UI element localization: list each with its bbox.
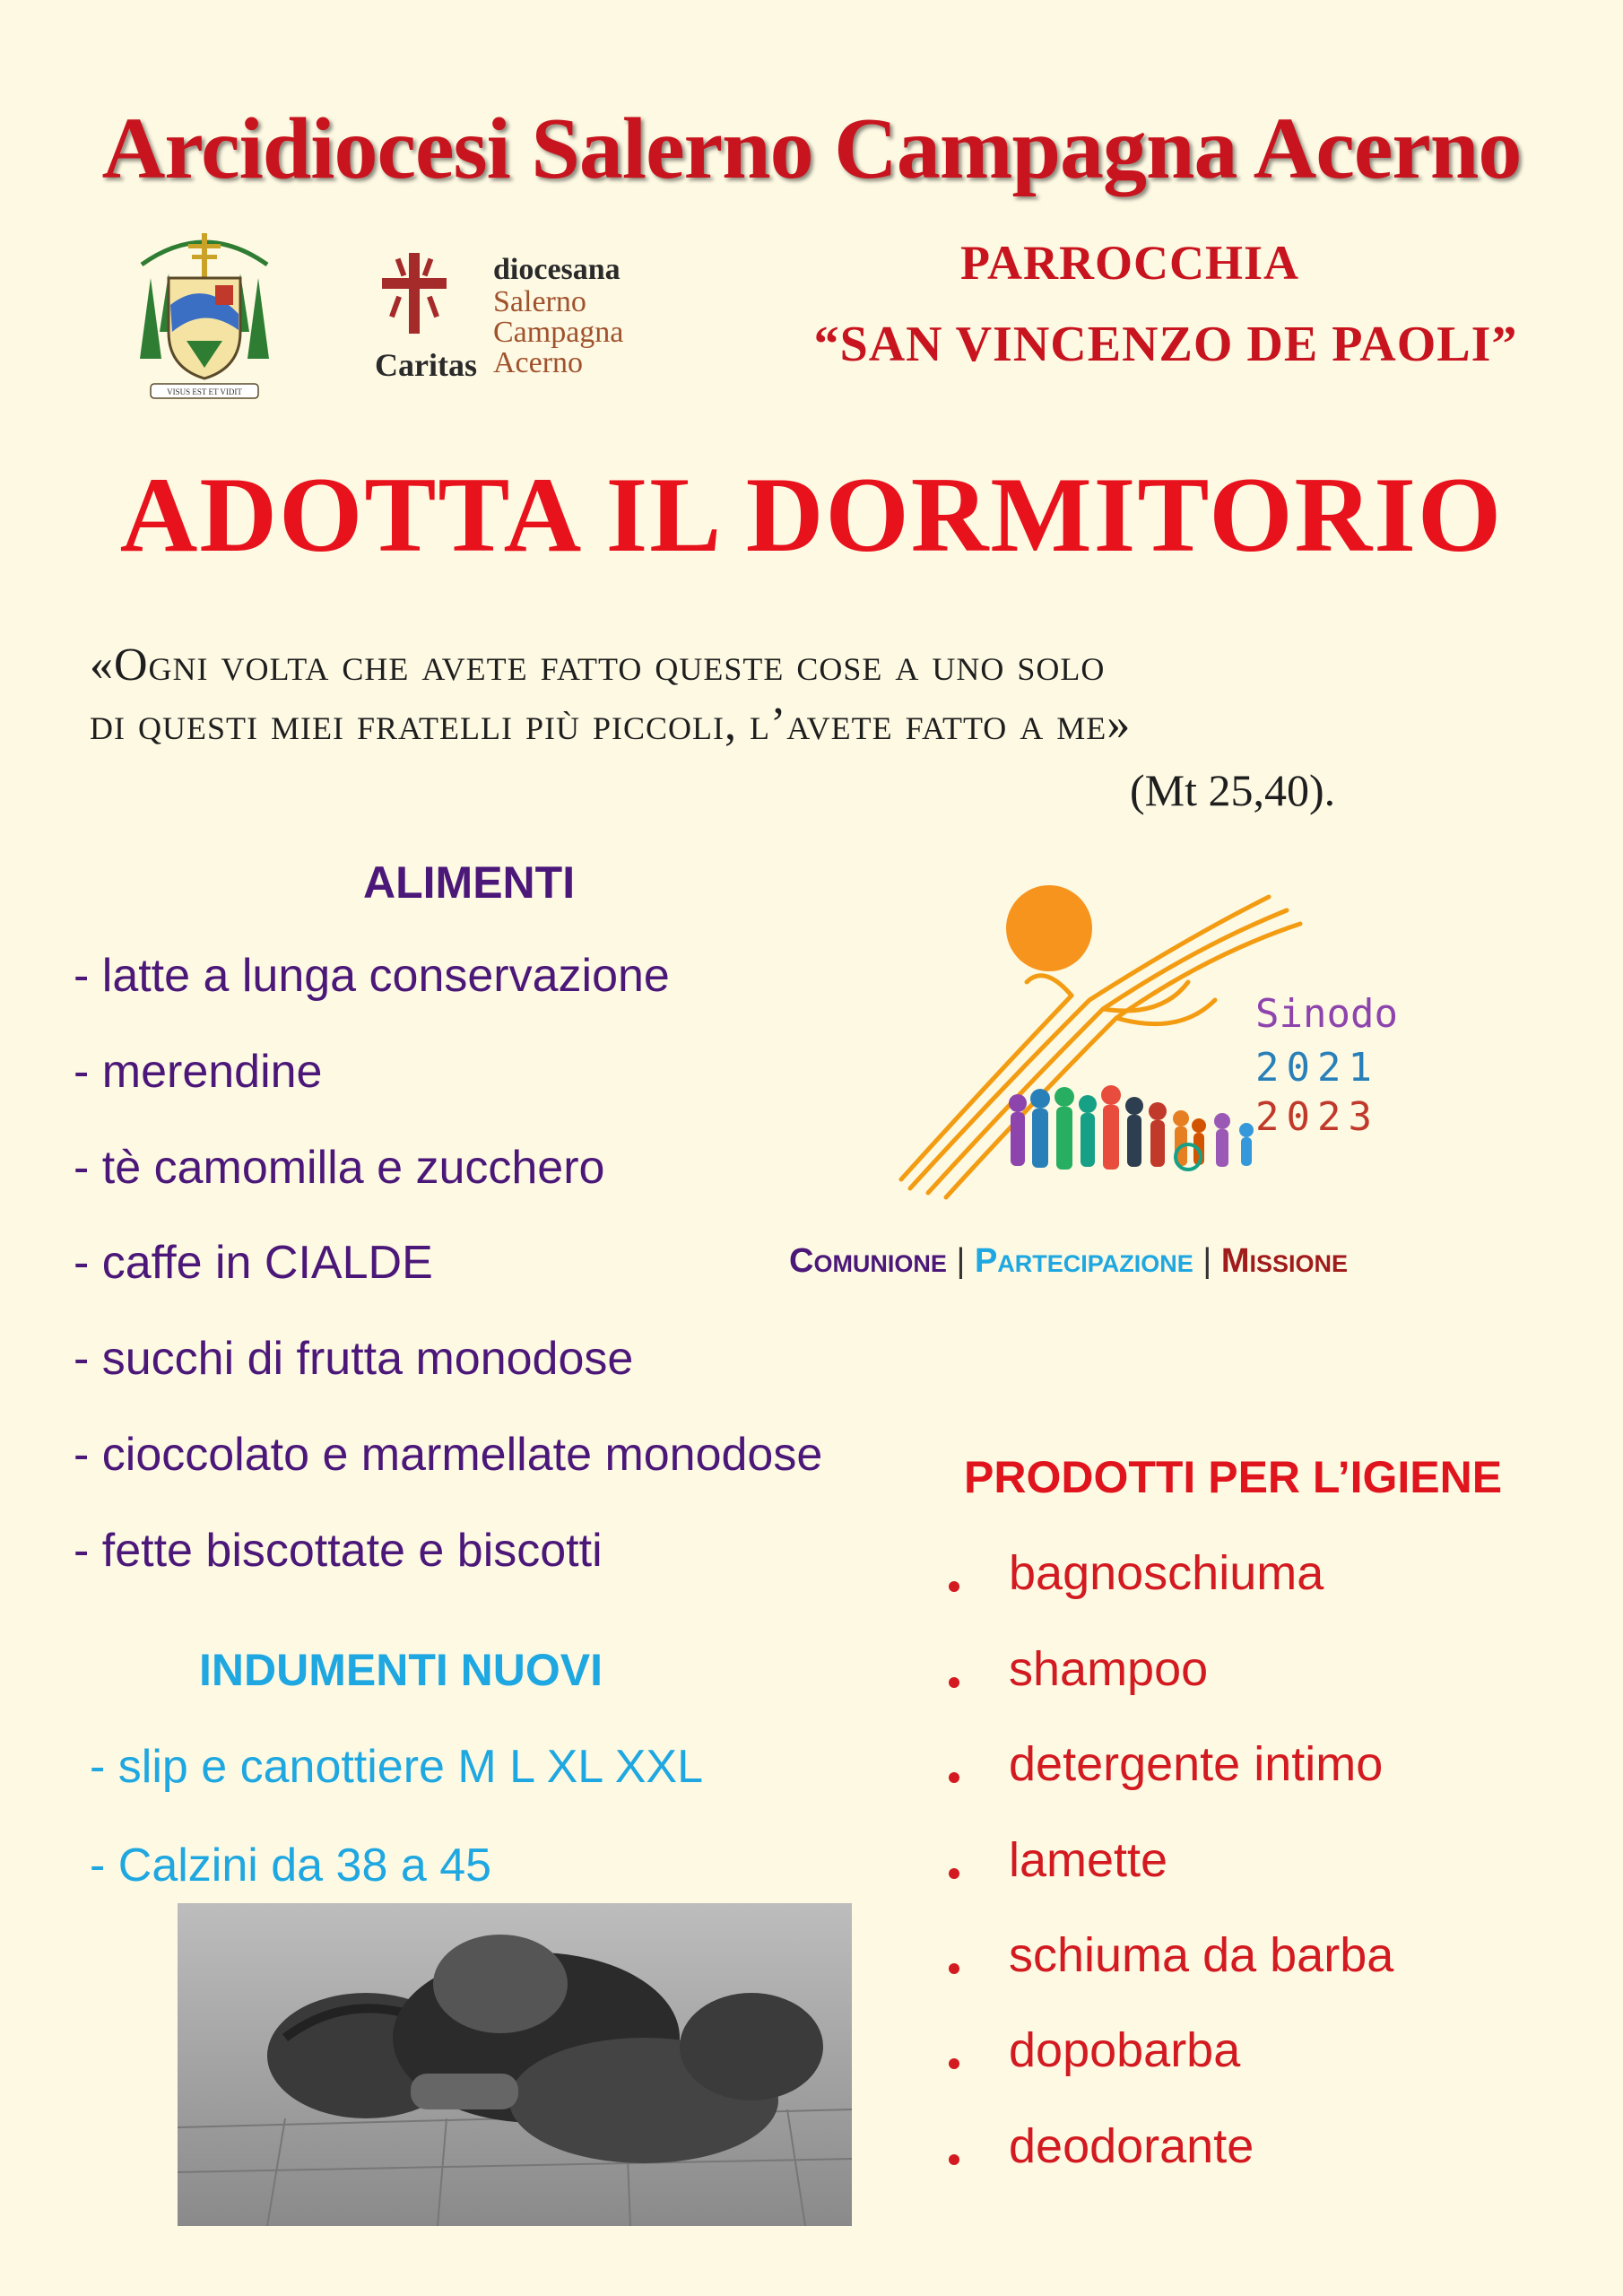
clothes-item: - Calzini da 38 a 45	[90, 1839, 492, 1892]
homeless-person-photo	[178, 1903, 852, 2226]
bullet-icon	[949, 1772, 959, 1783]
synod-motto	[789, 1242, 1348, 1281]
hygiene-item: deodorante	[1009, 2119, 1254, 2173]
parish-label: PARROCCHIA	[960, 236, 1299, 290]
caritas-campagna: Campagna	[493, 316, 624, 349]
diocese-title: Arcidiocesi Salerno Campagna Acerno	[101, 100, 1522, 197]
hygiene-item: shampoo	[1009, 1642, 1209, 1696]
food-item: - tè camomilla e zucchero	[74, 1142, 605, 1194]
synod-tag-separator: |	[956, 1242, 966, 1280]
quote-line-1: «Ogni volta che avete fatto queste cose a uno solo	[90, 639, 1106, 691]
synod-logo	[892, 883, 1453, 1215]
bullet-icon	[949, 2154, 959, 2165]
hygiene-item: dopobarba	[1009, 2023, 1241, 2077]
parish-name: “SAN VINCENZO DE PAOLI”	[813, 317, 1518, 372]
quote-reference: (Mt 25,40).	[1130, 765, 1336, 815]
archbishop-crest-logo	[133, 224, 276, 404]
food-item: - fette biscottate e biscotti	[74, 1525, 603, 1577]
hygiene-item: lamette	[1009, 1833, 1168, 1887]
bullet-icon	[949, 1677, 959, 1688]
synod-tag-separator: |	[1202, 1242, 1212, 1280]
bullet-icon	[949, 2058, 959, 2069]
synod-tag-comunione: Comunione	[789, 1242, 947, 1280]
hygiene-item: detergente intimo	[1009, 1737, 1384, 1791]
synod-year-end: 2023	[1255, 1094, 1379, 1140]
caritas-logo	[375, 253, 662, 387]
caritas-salerno: Salerno	[493, 285, 586, 318]
quote-line-2: di questi miei fratelli più piccoli, l’avete fatto a me»	[90, 699, 1132, 750]
bullet-icon	[949, 1868, 959, 1879]
main-title: ADOTTA IL DORMITORIO	[119, 455, 1504, 574]
caritas-diocesana: diocesana	[493, 253, 621, 286]
clothes-item: - slip e canottiere M L XL XXL	[90, 1741, 704, 1793]
synod-tag-partecipazione: Partecipazione	[974, 1242, 1193, 1280]
synod-year-start: 2021	[1255, 1045, 1379, 1091]
bullet-icon	[949, 1963, 959, 1974]
caritas-acerno: Acerno	[493, 346, 584, 379]
clothes-heading: INDUMENTI NUOVI	[199, 1645, 603, 1695]
food-item: - merendine	[74, 1046, 323, 1098]
caritas-name: Caritas	[375, 347, 477, 383]
hygiene-item: bagnoschiuma	[1009, 1546, 1324, 1600]
food-item: - latte a lunga conservazione	[74, 950, 670, 1002]
crowd-figures-icon	[1009, 1085, 1254, 1170]
hygiene-heading: PRODOTTI PER L’IGIENE	[964, 1452, 1503, 1502]
caritas-cross-icon	[382, 253, 447, 343]
food-item: - caffe in CIALDE	[74, 1237, 433, 1289]
food-heading: ALIMENTI	[363, 857, 576, 908]
synod-word: Sinodo	[1255, 991, 1398, 1037]
synod-tag-missione: Missione	[1220, 1242, 1348, 1280]
hygiene-item: schiuma da barba	[1009, 1928, 1394, 1982]
food-item: - succhi di frutta monodose	[74, 1333, 634, 1385]
food-item: - cioccolato e marmellate monodose	[74, 1429, 823, 1481]
crest-motto: VISUS EST ET VIDIT	[167, 387, 242, 396]
bullet-icon	[949, 1581, 959, 1592]
